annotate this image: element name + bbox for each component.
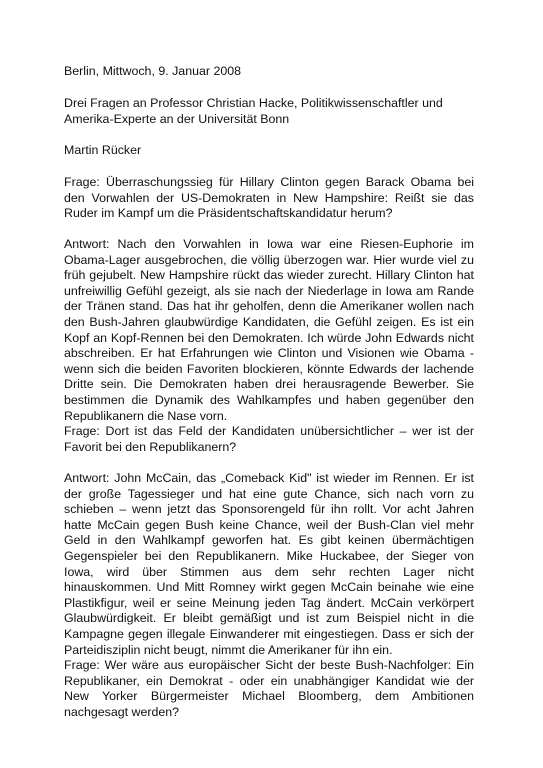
headline: Drei Fragen an Professor Christian Hacke, Politikwissenschaftler und Amerika-Experte an der Universität Bonn: [64, 96, 443, 126]
question-3: Frage: Wer wäre aus europäischer Sicht der beste Bush-Nachfolger: Ein Republikaner, ein Demokrat - oder ein unabhängiger Kandidat wie der New Yorker Bürgermeister Michael Bloomberg, dem Ambitionen nachgesagt werden?: [64, 658, 474, 719]
answer-2: Antwort: John McCain, das „Comeback Kid" ist wieder im Rennen. Er ist der große Tagessieger und hat eine gute Chance, sich nach vorn zu schieben – wenn jetzt das Sponsorengeld für ihn rollt. Vor acht Jahren hatte McCain gegen Bush keine Chance, weil der Bush-Clan viel mehr Geld in den Wahlkampf geworfen hat. Es gibt keinen übermächtigen Gegenspieler bei den Republikanern. Mike Huckabee, der Sieger von Iowa, wird über Stimmen aus dem sehr rechten Lager nicht hinauskommen. Und Mitt Romney wirkt gegen McCain beinahe wie eine Plastikfigur, weil er seine Meinung jeden Tag ändert. McCain verkörpert Glaubwürdigkeit. Er bleibt gemäßigt und ist zum Beispiel nicht in die Kampagne gegen illegale Einwanderer mit eingestiegen. Dass er sich der Parteidisziplin nicht beugt, nimmt die Amerikaner für ihn ein.: [64, 471, 474, 657]
question-1: Frage: Überraschungssieg für Hillary Clinton gegen Barack Obama bei den Vorwahlen der US-Demokraten in New Hampshire: Reißt sie das Ruder im Kampf um die Präsidentschaftskandidatur herum?: [64, 175, 474, 221]
question-2: Frage: Dort ist das Feld der Kandidaten unübersichtlicher – wer ist der Favorit bei den Republikanern?: [64, 424, 474, 454]
dateline: Berlin, Mittwoch, 9. Januar 2008: [64, 64, 242, 78]
answer-1: Antwort: Nach den Vorwahlen in Iowa war eine Riesen-Euphorie im Obama-Lager ausgebrochen, die völlig überzogen war. Hier wurde viel zu früh gejubelt. New Hampshire rückt das wieder zurecht. Hillary Clinton hat unfreiwillig Gefühl gezeigt, als sie nach der Niederlage in Iowa am Rande der Tränen stand. Das hat ihr geholfen, denn die Amerikaner wollen nach den Bush-Jahren glaubwürdige Kandidaten, die Gefühl zeigen. Es ist ein Kopf an Kopf-Rennen bei den Demokraten. Ich würde John Edwards nicht abschreiben. Er hat Erfahrungen wie Clinton und Visionen wie Obama - wenn sich die beiden Favoriten blockieren, könnte Edwards der lachende Dritte sein. Die Demokraten haben drei herausragende Bewerber. Sie bestimmen die Dynamik des Wahlkampfes und haben gegenüber den Republikanern die Nase vorn.: [64, 237, 474, 423]
author-name: Martin Rücker: [64, 143, 142, 157]
